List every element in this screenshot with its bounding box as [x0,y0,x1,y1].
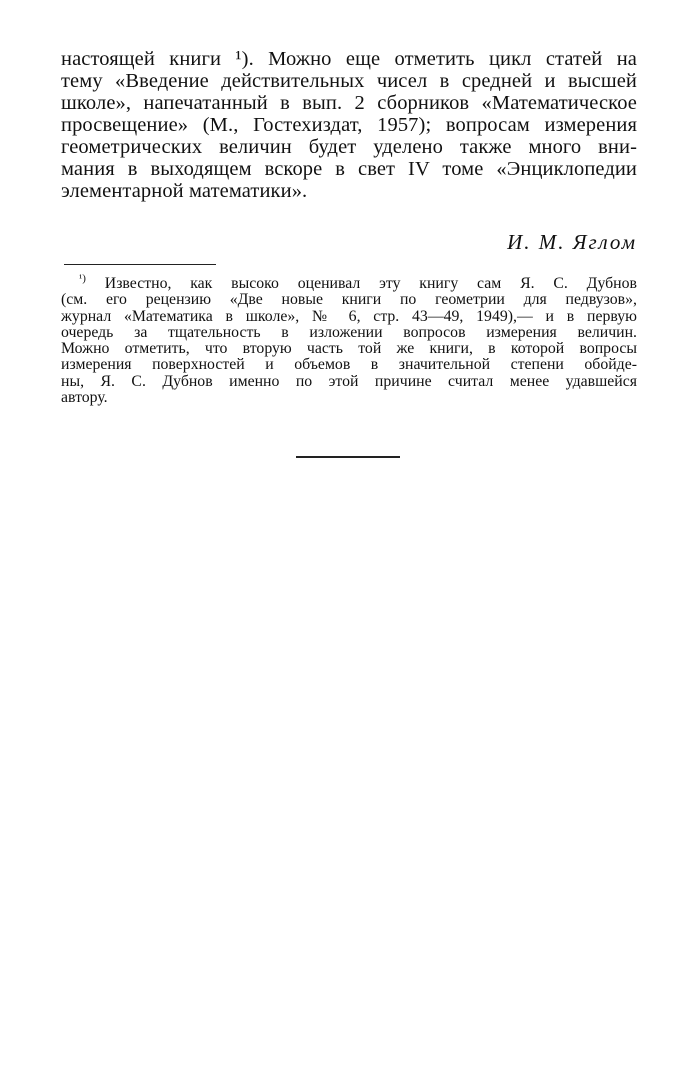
paragraph-line: школе», напечатанный в вып. 2 сборников «Математическое [61,92,637,114]
footnote-separator [64,264,216,265]
paragraph-line: тему «Введение действительных чисел в средней и высшей [61,70,637,92]
footnote-line: автору. [61,389,108,407]
main-paragraph [61,48,637,202]
footnote-line: журнал «Математика в школе», № 6, стр. 43—49, 1949),— и в первую [61,307,637,325]
paragraph-line: настоящей книги ¹). Можно еще отметить цикл статей на [61,48,637,70]
footnote-line: очередь за тщательность в изложении вопросов измерения величин. [61,323,637,341]
author-signature: И. М. Яглом [507,230,637,254]
footnote-marker: ¹) [79,272,86,285]
footnote-line: (см. его рецензию «Две новые книги по геометрии для педвузов», [61,291,637,309]
paragraph-line: мания в выходящем вскоре в свет IV томе «Энциклопедии [61,158,637,180]
footnote-line: измерения поверхностей и объемов в значительной степени обойде- [61,356,637,374]
paragraph-line: элементарной математики». [61,180,308,202]
paragraph-line: просвещение» (М., Гостехиздат, 1957); вопросам измерения [61,114,637,136]
footnote-line: ны, Я. С. Дубнов именно по этой причине считал менее удавшейся [61,372,637,390]
footnote-text: Известно, как высоко оценивал эту книгу сам Я. С. Дубнов [104,275,637,292]
section-end-rule [296,456,400,458]
footnote [61,272,637,407]
paragraph-line: геометрических величин будет уделено также много вни- [61,136,637,158]
footnote-line [61,272,637,292]
footnote-line: Можно отметить, что вторую часть той же книги, в которой вопросы [61,340,637,358]
